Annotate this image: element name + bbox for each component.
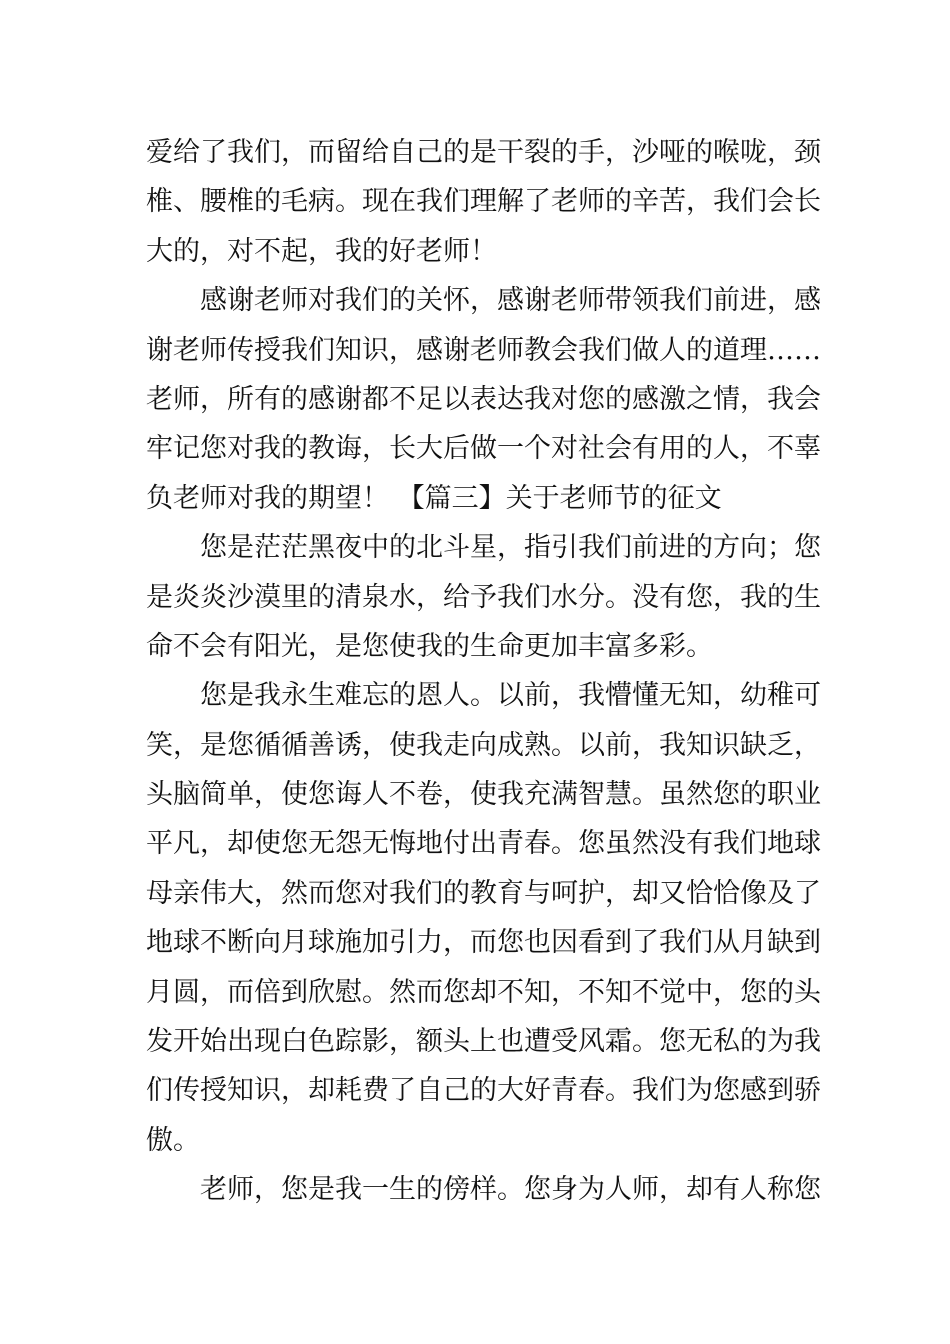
text-line: 傲。: [146, 1124, 200, 1156]
text-line: 您是我永生难忘的恩人。以前，我懵懂无知，幼稚可: [200, 680, 821, 712]
text-line: 命不会有阳光，是您使我的生命更加丰富多彩。: [146, 630, 713, 662]
text-line: 平凡，却使您无怨无悔地付出青春。您虽然没有我们地球: [146, 828, 821, 860]
text-line: 椎、腰椎的毛病。现在我们理解了老师的辛苦，我们会长: [146, 186, 821, 218]
text-line: 老师，您是我一生的傍样。您身为人师，却有人称您: [200, 1174, 821, 1206]
text-line: 牢记您对我的教诲，长大后做一个对社会有用的人，不辜: [146, 433, 821, 465]
text-line: 负老师对我的期望！ 【篇三】关于老师节的征文: [146, 482, 722, 514]
text-line: 感谢老师对我们的关怀，感谢老师带领我们前进，感: [200, 285, 821, 317]
text-line: 月圆，而倍到欣慰。然而您却不知，不知不觉中，您的头: [146, 976, 821, 1008]
text-line: 爱给了我们，而留给自己的是干裂的手，沙哑的喉咙，颈: [146, 137, 821, 168]
document-body: [146, 128, 821, 1215]
paragraph: [146, 1165, 821, 1214]
text-line: 发开始出现白色踪影，额头上也遭受风霜。您无私的为我: [146, 1026, 821, 1058]
paragraph: [146, 671, 821, 1165]
text-line: 是炎炎沙漠里的清泉水，给予我们水分。没有您，我的生: [146, 581, 821, 613]
paragraph: [146, 276, 821, 523]
text-line: 母亲伟大，然而您对我们的教育与呵护，却又恰恰像及了: [146, 877, 821, 909]
paragraph: [146, 128, 821, 276]
text-line: 您是茫茫黑夜中的北斗星，指引我们前进的方向；您: [200, 532, 821, 564]
text-line: 谢老师传授我们知识，感谢老师教会我们做人的道理……: [146, 334, 821, 366]
text-line: 地球不断向月球施加引力，而您也因看到了我们从月缺到: [146, 927, 821, 959]
text-line: 老师，所有的感谢都不足以表达我对您的感激之情，我会: [146, 383, 821, 415]
text-line: 笑，是您循循善诱，使我走向成熟。以前，我知识缺乏，: [146, 729, 821, 761]
paragraph: [146, 523, 821, 671]
text-line: 头脑简单，使您诲人不卷，使我充满智慧。虽然您的职业: [146, 779, 821, 811]
text-line: 大的，对不起，我的好老师！: [146, 235, 497, 267]
text-line: 们传授知识，却耗费了自己的大好青春。我们为您感到骄: [146, 1075, 821, 1107]
